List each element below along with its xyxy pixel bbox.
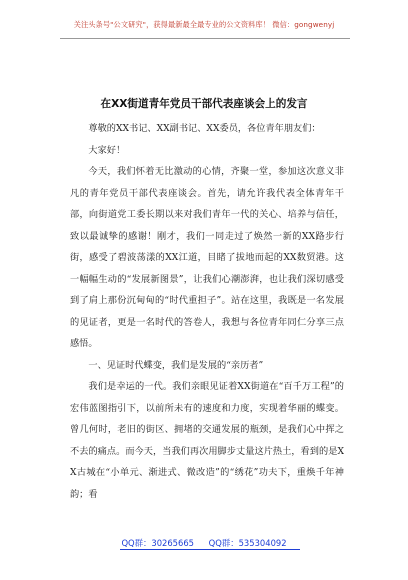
document-body xyxy=(70,118,344,505)
footer-qq-group-1: QQ群：30265665 xyxy=(121,538,194,548)
footer-qq-groups xyxy=(0,537,408,549)
section-heading-1: 一、见证时代蝶变，我们是发展的“亲历者” xyxy=(88,359,264,371)
footer-qq-group-2: QQ群：535304092 xyxy=(208,538,287,548)
paragraph-intro: 今天，我们怀着无比激动的心情，齐聚一堂，参加这次意义非凡的青年党员干部代表座谈会。首先，请允许我代表全体青年干部，向街道党工委长期以来对我们青年一代的关心、培养与信任，致以最诚挚的感谢！刚才，我们一同走过了焕然一新的XX路步行街，感受了碧波荡漾的XX江道，目睹了拔地而起的XX数贸港。这一幅幅生动的“发展新图景”，让我们心潮澎湃，也让我们深切感受到了肩上那份沉甸甸的“时代重担子”。站在这里，我既是一名发展的见证者，更是一名时代的答卷人，我想与各位青年同仁分享三点感悟。 xyxy=(70,166,344,349)
header-divider xyxy=(60,38,350,39)
paragraph-salutation: 尊敬的XX书记、XX副书记、XX委员，各位青年朋友们： xyxy=(88,123,321,134)
footer-underline xyxy=(120,549,300,550)
paragraph-section-1: 我们是幸运的一代。我们亲眼见证着XX街道在“百千万工程”的宏伟蓝图指引下，以前所未有的速度和力度，实现着华丽的蝶变。曾几何时，老旧的街区、拥堵的交通发展的瓶颈，是我们心中挥之不去的痛点。而今天，当我们再次用脚步丈量这片热土，看到的是XX古城在“小单元、渐进式、微改造”的“绣花”功夫下，重焕千年神韵；看 xyxy=(70,381,344,500)
header-banner: 关注头条号"公文研究"，获得最新最全最专业的公文资料库！ 微信：gongwenyj xyxy=(73,20,335,29)
paragraph-greeting: 大家好！ xyxy=(88,144,126,156)
document-title: 在XX街道青年党员干部代表座谈会上的发言 xyxy=(100,98,308,110)
